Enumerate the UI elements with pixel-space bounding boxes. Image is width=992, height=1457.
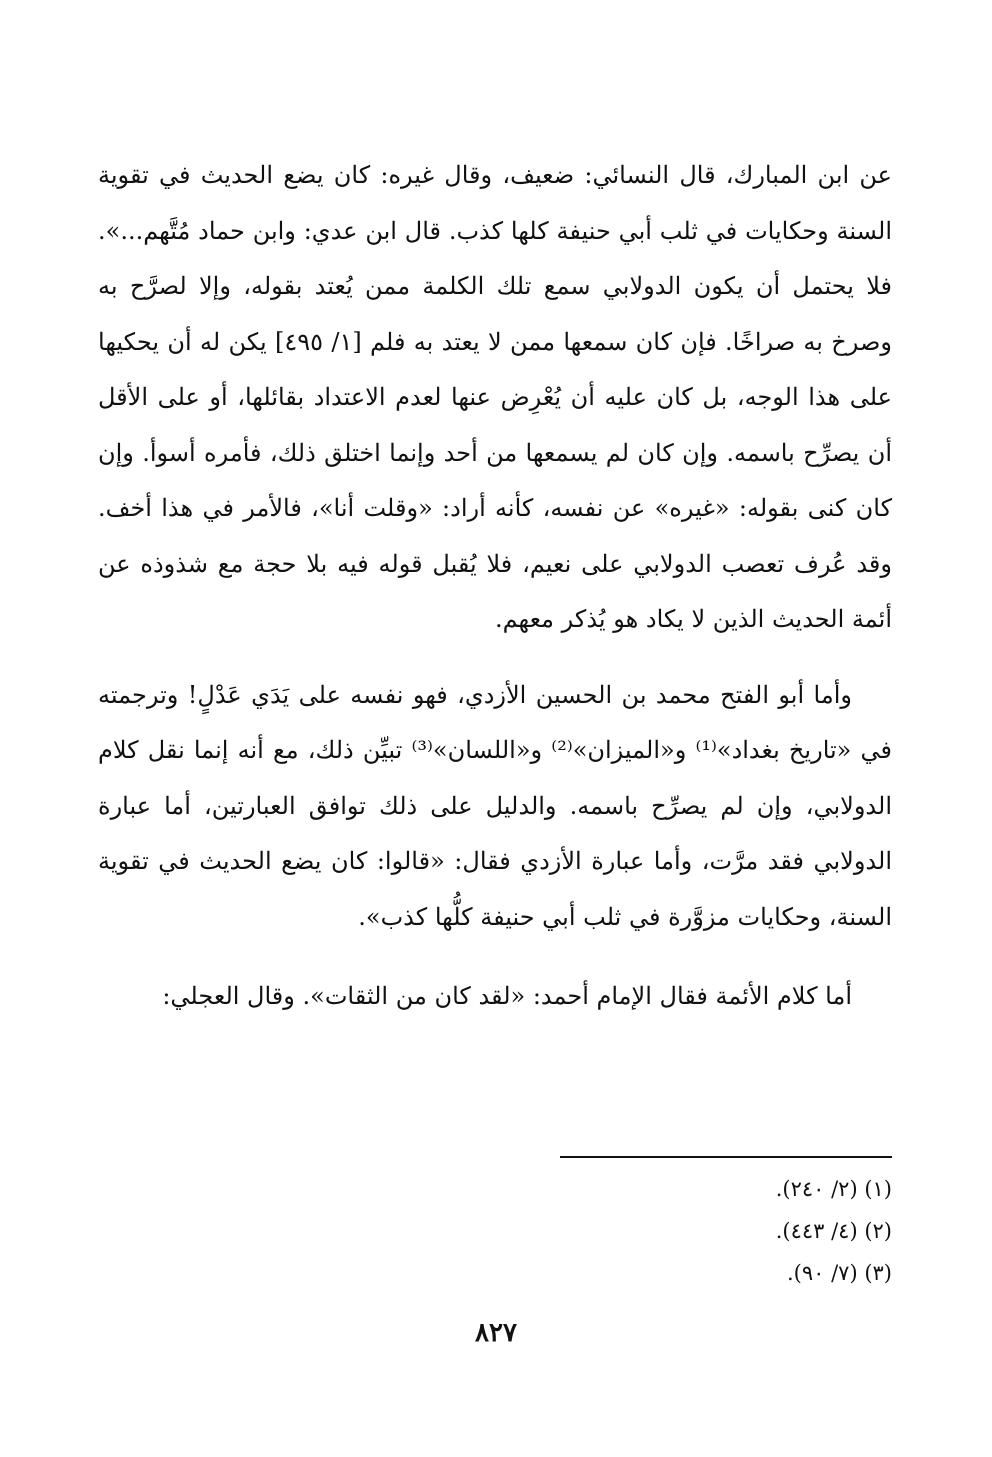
paragraph-1: عن ابن المبارك، قال النسائي: ضعيف، وقال غيره: كان يضع الحديث في تقوية السنة وحكايات في ثلب أبي حنيفة كلها كذب. قال ابن عدي: وابن حماد مُتَّهم...». فلا يحتمل أن يكون الدولابي سمع تلك الكلمة ممن يُعتد بقوله، وإلا لصرَّح به وصرخ به صراخًا. فإن كان سمعها ممن لا يعتد به فلم [١/ ٤٩٥] يكن له أن يحكيها على هذا الوجه، بل كان عليه أن يُعْرِض عنها لعدم الاعتداد بقائلها، أو على الأقل أن يصرِّح باسمه. وإن كان لم يسمعها من أحد وإنما اختلق ذلك، فأمره أسوأ. وإن كان كنى بقوله: «غيره» عن نفسه، كأنه أراد: «وقلت أنا»، فالأمر في هذا أخف. وقد عُرف تعصب الدولابي على نعيم، فلا يُقبل قوله فيه بلا حجة مع شذوذه عن أئمة الحديث الذين لا يكاد هو يُذكر معهم. [98,161,893,633]
footnotes [560,1172,892,1298]
footnote-2: (٢) (٤/ ٤٤٣). [775,1219,892,1243]
paragraph-2: وأما أبو الفتح محمد بن الحسين الأزدي، فهو نفسه على يَدَي عَدْلٍ! وترجمته في «تاريخ بغداد»⁽¹⁾ و«الميزان»⁽²⁾ و«اللسان»⁽³⁾ تبيِّن ذلك، مع أنه إنما نقل كلام الدولابي، وإن لم يصرِّح باسمه. والدليل على ذلك توافق العبارتين، أما عبارة الدولابي فقد مرَّت، وأما عبارة الأزدي فقال: «قالوا: كان يضع الحديث في تقوية السنة، وحكايات مزوَّرة في ثلب أبي حنيفة كلُّها كذب». [98,680,892,931]
main-text-block [98,148,892,1025]
footnote-divider [560,1156,892,1158]
footnote-1: (١) (٢/ ٢٤٠). [775,1177,892,1201]
page-number: ٨٢٧ [475,1318,517,1348]
paragraph-3: أما كلام الأئمة فقال الإمام أحمد: «لقد كان من الثقات». وقال العجلي: [162,982,852,1010]
footnote-3: (٣) (٧/ ٩٠). [786,1261,892,1285]
